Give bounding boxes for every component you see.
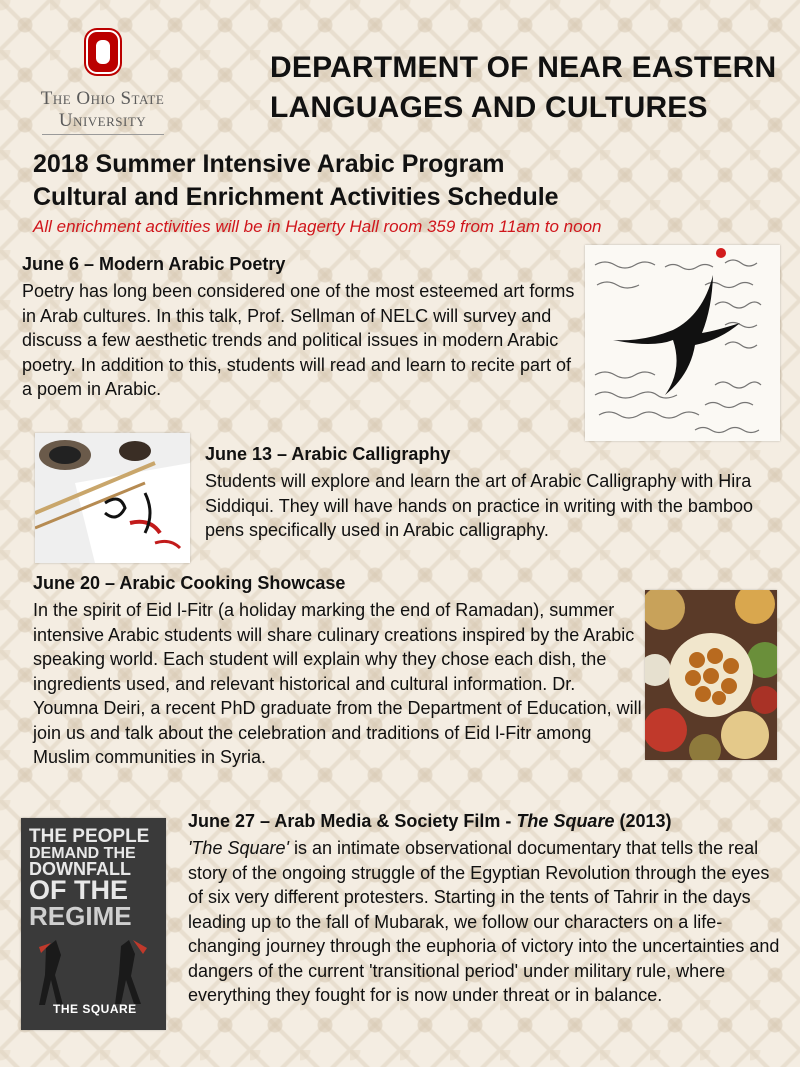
logo-rule bbox=[42, 134, 164, 135]
food-image bbox=[645, 590, 777, 760]
department-line-2: LANGUAGES AND CULTURES bbox=[270, 91, 708, 124]
food-platter-icon bbox=[645, 590, 777, 760]
event-poetry-title: June 6 – Modern Arabic Poetry bbox=[22, 254, 286, 274]
poster-line-3: DOWNFALL bbox=[29, 859, 131, 880]
event-film-body bbox=[188, 836, 788, 1008]
event-cooking-body: In the spirit of Eid l-Fitr (a holiday marking the end of Ramadan), summer intensive Arabic students will share culinary creations inspired by the Arabic speaking world. Each student will explain why they chose each dish, the ingredients used, and relevant historical and cultural information. Dr. Youmna Deiri, a recent PhD graduate from the Department of Education, will join us and talk about the celebration and traditions of Eid l-Fitr among Muslim communities in Syria. bbox=[33, 600, 642, 767]
poster-line-1: THE PEOPLE bbox=[29, 826, 150, 847]
program-line-2: Cultural and Enrichment Activities Schedule bbox=[33, 183, 559, 211]
department-line-1: DEPARTMENT OF NEAR EASTERN bbox=[270, 51, 777, 84]
program-line-1: 2018 Summer Intensive Arabic Program bbox=[33, 150, 505, 178]
poster-headline bbox=[29, 828, 164, 929]
event-calligraphy-title: June 13 – Arabic Calligraphy bbox=[205, 444, 451, 464]
event-poetry bbox=[22, 253, 582, 402]
poster-caption: THE SQUARE bbox=[53, 1002, 137, 1016]
block-o-icon bbox=[84, 28, 122, 76]
event-poetry-body: Poetry has long been considered one of the most esteemed art forms in Arab cultures. In this talk, Prof. Sellman of NELC will survey and discuss a few aesthetic trends and political issues in modern Arabic poetry. In addition to this, students will read and learn to recite part of a poem in Arabic. bbox=[22, 281, 575, 399]
event-cooking-title: June 20 – Arabic Cooking Showcase bbox=[33, 573, 346, 593]
osu-logo bbox=[20, 28, 185, 138]
calligraphy-art-icon bbox=[585, 245, 780, 441]
calligraphy-pens-image bbox=[35, 433, 190, 563]
poster-line-2: DEMAND THE bbox=[29, 845, 136, 863]
pens-icon bbox=[35, 433, 190, 563]
event-film-body-quote: 'The Square' bbox=[188, 838, 289, 858]
event-film-body-text: is an intimate observational documentary that tells the real story of the ongoing struggle of the Egyptian Revolution through the eyes of six very different protesters. Starting in the tents of Tahrir in the days leading up to the fall of Mubarak, we follow our characters on a life-changing journey through the euphoria of victory into the uncertainties and dangers of the current 'transitional period' under military rule, where everything they fought for is now under threat or in balance. bbox=[188, 838, 780, 1005]
poster-line-4: OF THE bbox=[29, 875, 128, 906]
poster-line-5: REGIME bbox=[29, 900, 132, 931]
logo-line-2: University bbox=[58, 110, 147, 131]
event-film-title bbox=[188, 810, 788, 832]
event-film-title-name: The Square bbox=[516, 811, 615, 831]
program-title bbox=[33, 148, 773, 214]
department-title bbox=[270, 48, 790, 128]
logo-wordmark bbox=[20, 88, 185, 135]
event-film-title-prefix: June 27 – Arab Media & Society Film - bbox=[188, 811, 517, 831]
location-note: All enrichment activities will be in Hagerty Hall room 359 from 11am to noon bbox=[33, 217, 602, 236]
event-calligraphy bbox=[205, 443, 795, 543]
calligraphy-art-image bbox=[585, 245, 780, 441]
logo-line-1: The Ohio State bbox=[40, 88, 165, 109]
event-cooking bbox=[33, 572, 643, 770]
the-square-poster bbox=[21, 818, 166, 1030]
event-film bbox=[188, 810, 788, 1008]
protesters-icon bbox=[21, 938, 166, 1008]
event-calligraphy-body: Students will explore and learn the art of Arabic Calligraphy with Hira Siddiqui. They will have hands on practice in writing with the bamboo pens specifically used in Arabic calligraphy. bbox=[205, 471, 753, 540]
event-film-title-suffix: (2013) bbox=[614, 811, 672, 831]
